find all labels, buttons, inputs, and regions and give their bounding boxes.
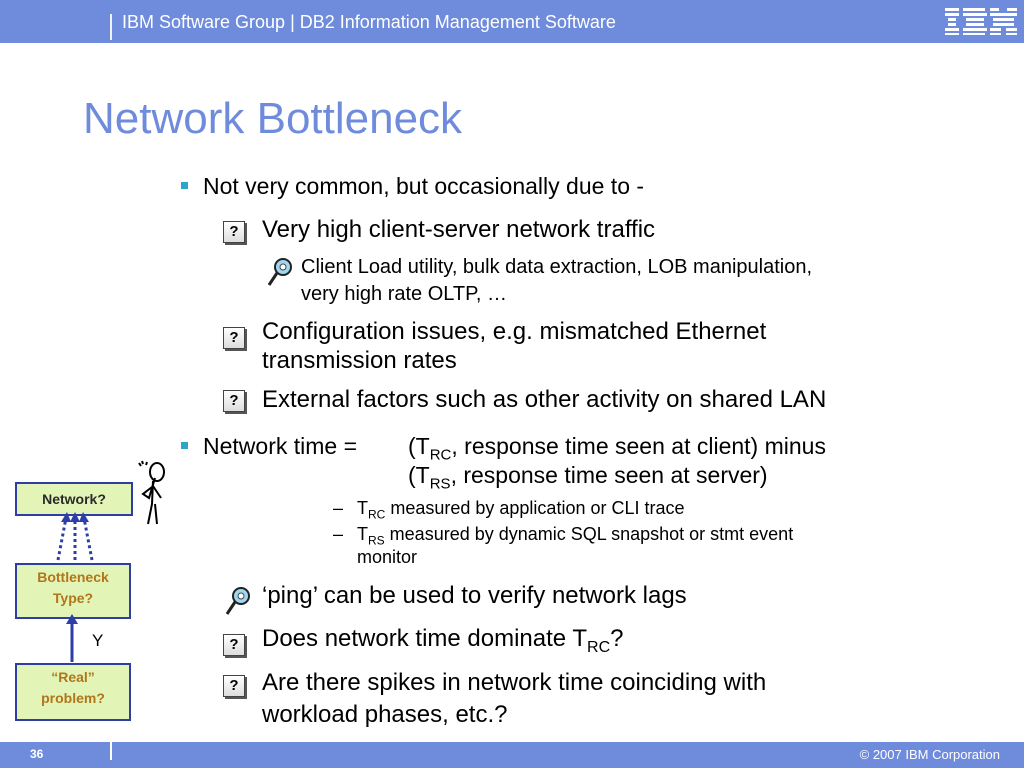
page-number: 36 [30, 747, 44, 761]
dotted-arrows [50, 512, 100, 562]
dash: – [333, 524, 344, 544]
thinking-person-icon [135, 460, 175, 526]
footer-separator [110, 742, 112, 760]
detail-text: very high rate OLTP, … [301, 283, 508, 305]
yes-label: Y [92, 631, 104, 650]
footer-bar [0, 742, 1024, 768]
sub-item: monitor [357, 547, 418, 567]
formula-line: ($T_{RC}$, response time seen at client) minus [408, 433, 826, 464]
bullet-text: Not very common, but occasionally due to - [203, 173, 645, 199]
cause-item: Very high client-server network traffic [262, 216, 656, 243]
header-separator [110, 14, 112, 40]
question-icon: ? [223, 675, 245, 697]
cause-item: External factors such as other activity on shared LAN [262, 386, 827, 413]
dash: – [333, 498, 344, 518]
bottleneck-type-box: Bottleneck Type? [15, 563, 131, 619]
question-icon: ? [223, 634, 245, 656]
up-arrow [65, 614, 79, 662]
bullet-text: Network time = [203, 433, 358, 459]
bullet-square [181, 182, 188, 189]
tip-item: ‘ping’ can be used to verify network lags [262, 582, 687, 609]
formula-line: ($T_{RS}$, response time seen at server) [408, 462, 768, 493]
question-item: Does network time dominate $T_{RC}$? [262, 625, 624, 656]
copyright: © 2007 IBM Corporation [859, 747, 1000, 762]
magnifier-icon [266, 256, 296, 288]
real-problem-box: “Real” problem? [15, 663, 131, 721]
question-item: workload phases, etc.? [262, 701, 508, 728]
magnifier-icon [224, 585, 254, 617]
sub-item: $T_{RS}$ measured by dynamic SQL snapshot or stmt event [357, 524, 794, 548]
cause-item: Configuration issues, e.g. mismatched Ethernet [262, 318, 767, 345]
slide-title: Network Bottleneck [83, 94, 463, 143]
question-icon: ? [223, 221, 245, 243]
question-icon: ? [223, 327, 245, 349]
sub-item: $T_{RC}$ measured by application or CLI trace [357, 498, 685, 522]
question-item: Are there spikes in network time coinciding with [262, 669, 767, 696]
network-box: Network? [15, 482, 133, 516]
question-icon: ? [223, 390, 245, 412]
detail-text: Client Load utility, bulk data extraction, LOB manipulation, [301, 256, 813, 278]
bullet-square [181, 442, 188, 449]
header-bar [0, 0, 1024, 43]
header-title: IBM Software Group | DB2 Information Management Software [122, 12, 616, 32]
ibm-logo [945, 6, 1017, 36]
cause-item: transmission rates [262, 347, 457, 374]
